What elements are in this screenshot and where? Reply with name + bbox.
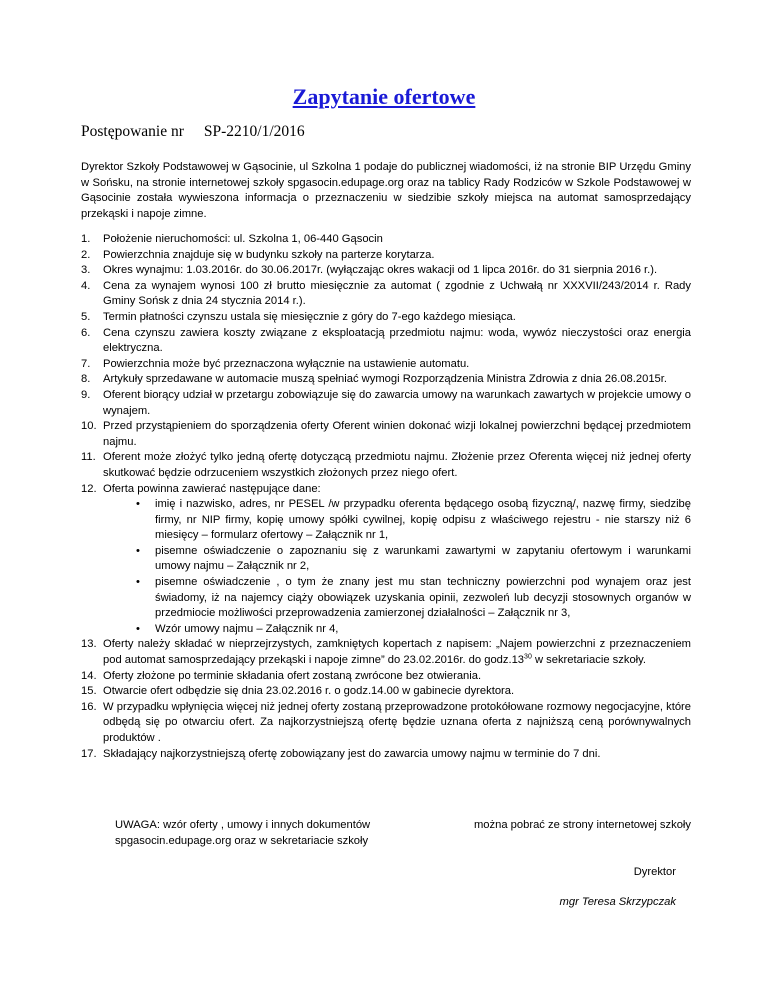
list-item-text: Oferty należy składać w nieprzejrzystych, zamkniętych kopertach z napisem: „Najem powierzchni z przeznaczeniem pod automat samosprzedający przekąski i napoje zimne” do 23.02.2016r. do godz.13 (103, 638, 691, 667)
list-item (81, 684, 691, 700)
list-item-text: Cena czynszu zawiera koszty związane z eksploatacją przedmiotu najmu: woda, wywóz nieczystości oraz energia elektryczna. (103, 326, 691, 355)
procedure-label: Postępowanie nr (81, 123, 184, 140)
note-block (115, 818, 691, 849)
list-item-text: Otwarcie ofert odbędzie się dnia 23.02.2016 r. o godz.14.00 w gabinecie dyrektora. (103, 685, 515, 698)
list-item (81, 263, 691, 279)
list-item-text: W przypadku wpłynięcia więcej niż jednej oferty zostaną przeprowadzone protokółowane rozmowy negocjacyjne, które odbędą się po otwarciu ofert. Za najkorzystniejszą ofertę będzie uznana oferta z najniższą ceną porównywalnych produktów . (103, 700, 691, 744)
list-item-number: 15. (81, 685, 97, 698)
list-item-text: Cena za wynajem wynosi 100 zł brutto miesięcznie za automat ( zgodnie z Uchwałą nr XXXVII/243/2014 r. Rady Gminy Sońsk z dnia 24 stycznia 2014 r.). (103, 279, 691, 308)
list-item-number: 5. (81, 310, 91, 323)
list-item-text: Okres wynajmu: 1.03.2016r. do 30.06.2017r. (wyłączając okres wakacji od 1 lipca 2016r. do 31 sierpnia 2016 r.). (103, 264, 658, 277)
list-item-number: 12. (81, 482, 97, 495)
superscript: 30 (524, 653, 532, 661)
list-item (81, 372, 691, 388)
list-item (81, 279, 691, 310)
bullet-icon: • (136, 544, 140, 557)
list-item (81, 637, 691, 668)
required-data-bullets (103, 497, 691, 637)
list-item-number: 17. (81, 747, 97, 760)
list-item (81, 419, 691, 450)
list-item-text: Składający najkorzystniejszą ofertę zobowiązany jest do zawarcia umowy najmu w terminie do 7 dni. (103, 747, 601, 760)
note-line2: spgasocin.edupage.org oraz w sekretariacie szkoły (115, 834, 369, 847)
list-item-number: 3. (81, 264, 91, 277)
bullet-text: pisemne oświadczenie , o tym że znany jest mu stan techniczny powierzchni pod wynajem oraz jest świadomy, iż na najemcy ciąży obowiązek uzyskania opinii, zezwoleń lub decyzji stosownych organów w przedmiocie możliwości przeprowadzenia zamierzonej działalności – Załącznik nr 3, (155, 576, 691, 620)
list-item (81, 357, 691, 373)
list-item (81, 388, 691, 419)
list-item-number: 11. (81, 451, 96, 464)
signature-title: Dyrektor (633, 866, 676, 878)
list-item-number: 14. (81, 669, 97, 682)
document-title: Zapytanie ofertowe (292, 84, 476, 109)
list-item-number: 8. (81, 373, 91, 386)
list-item-number: 1. (81, 233, 91, 245)
procedure-number: SP-2210/1/2016 (203, 123, 305, 140)
intro-paragraph: Dyrektor Szkoły Podstawowej w Gąsocinie, ul Szkolna 1 podaje do publicznej wiadomości, iż na stronie BIP Urzędu Gminy w Sońsku, na stronie internetowej szkoły spgasocin.edupage.org oraz na tablicy Rady Rodziców w Szkole Podstawowej w Gąsocinie została wywieszona informacja o przeznaczeniu w siedzibie szkoły miejsca na automat samosprzedający przekąski i napoje zimne. (81, 161, 691, 220)
list-item (81, 310, 691, 326)
list-item-text: Artykuły sprzedawane w automacie muszą spełniać wymogi Rozporządzenia Ministra Zdrowia z dnia 26.08.2015r. (103, 373, 667, 386)
list-item-text: Przed przystąpieniem do sporządzenia oferty Oferent winien dokonać wizji lokalnej powierzchni będącej przedmiotem najmu. (103, 420, 691, 448)
list-item-text-tail: w sekretariacie szkoły. (531, 654, 647, 667)
bullet-text: Wzór umowy najmu – Załącznik nr 4, (155, 622, 339, 635)
list-item-number: 16. (81, 700, 97, 713)
bullet-text: imię i nazwisko, adres, nr PESEL /w przypadku oferenta będącego osobą fizyczną/, nazwę firmy, siedzibę firmy, nr NIP firmy, kopię umowy spółki cywilnej, kopię odpisu z właściwego rejestru - nie starszy niż 6 miesięcy – formularz ofertowy – Załącznik nr 1, (155, 498, 691, 542)
list-item-text: Termin płatności czynszu ustala się miesięcznie z góry do 7-ego każdego miesiąca. (103, 310, 516, 323)
bullet-item (103, 544, 691, 575)
bullet-icon: • (136, 576, 140, 589)
bullet-item (103, 497, 691, 544)
list-item-text: Oferent może złożyć tylko jedną ofertę dotyczącą przedmiotu najmu. Złożenie przez Oferenta więcej niż jednej oferty skutkować będzie odrzuceniem wszystkich złożonych przez niego ofert. (103, 451, 691, 479)
bullet-item (103, 575, 691, 622)
list-item-text: Oferta powinna zawierać następujące dane: (103, 482, 321, 495)
bullet-item (103, 622, 691, 638)
list-item-number: 10. (81, 420, 97, 433)
list-item-text: Powierzchnia znajduje się w budynku szkoły na parterze korytarza. (103, 248, 435, 261)
bullet-icon: • (136, 498, 140, 511)
list-item-number: 4. (81, 279, 91, 292)
list-item (81, 700, 691, 747)
list-item-number: 9. (81, 388, 91, 401)
list-item-text: Oferty złożone po terminie składania ofert zostaną zwrócone bez otwierania. (103, 669, 482, 682)
signature-name: mgr Teresa Skrzypczak (559, 896, 676, 908)
list-item (81, 248, 691, 264)
list-item-text: Położenie nieruchomości: ul. Szkolna 1, 06-440 Gąsocin (103, 233, 383, 245)
note-line1-left: UWAGA: wzór oferty , umowy i innych dokumentów (115, 819, 371, 831)
conditions-list (81, 232, 691, 762)
list-item (81, 326, 691, 357)
list-item-text: Oferent biorący udział w przetargu zobowiązuje się do zawarcia umowy na warunkach zawartych w projekcie umowy o wynajem. (103, 388, 691, 417)
bullet-text: pisemne oświadczenie o zapoznaniu się z warunkami zawartymi w zapytaniu ofertowym i warunkami umowy najmu – Załącznik nr 2, (155, 544, 691, 573)
note-line1-right: można pobrać ze strony internetowej szkoły (473, 819, 691, 831)
list-item-number: 7. (81, 357, 91, 370)
list-item-number: 13. (81, 638, 97, 651)
list-item-number: 2. (81, 248, 91, 261)
list-item (81, 747, 691, 763)
list-item (81, 232, 691, 248)
list-item-text: Powierzchnia może być przeznaczona wyłącznie na ustawienie automatu. (103, 357, 470, 370)
procedure-line (81, 123, 305, 141)
list-item (81, 669, 691, 685)
list-item (81, 482, 691, 638)
list-item-number: 6. (81, 326, 91, 339)
list-item (81, 450, 691, 481)
bullet-icon: • (136, 622, 140, 635)
